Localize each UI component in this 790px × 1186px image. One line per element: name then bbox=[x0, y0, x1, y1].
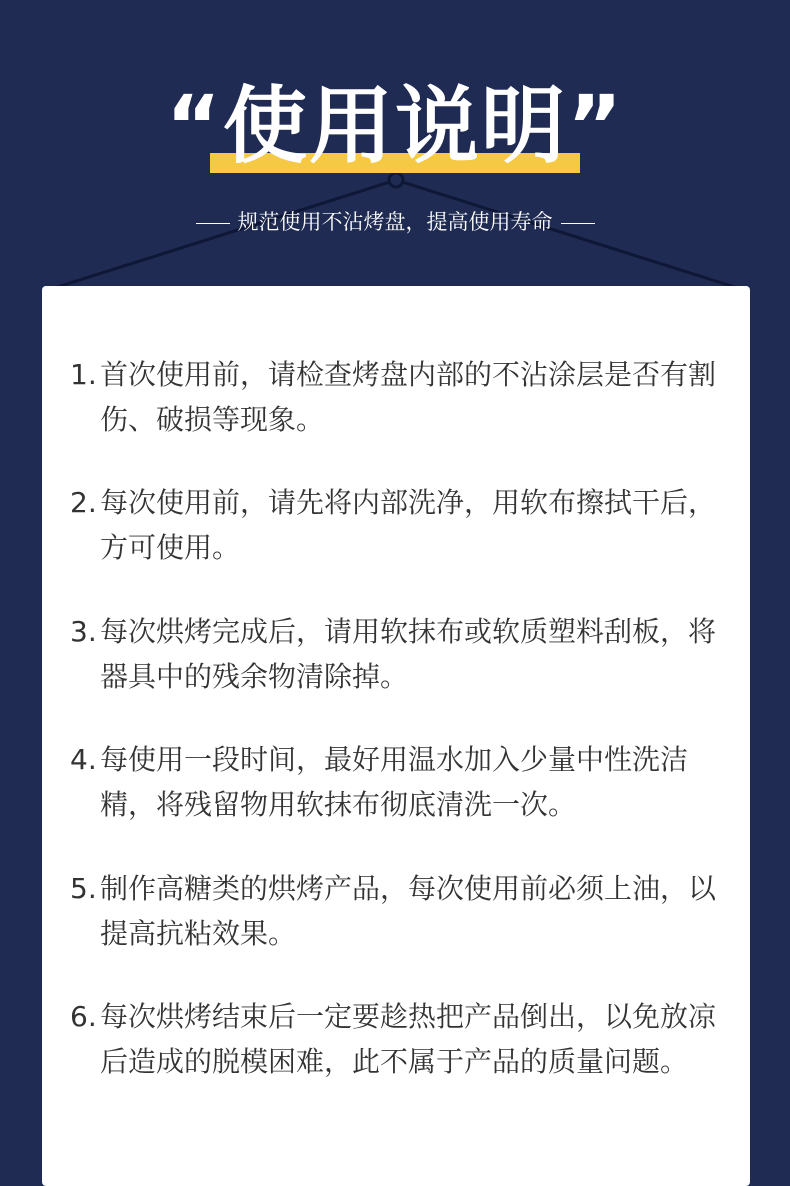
item-number: 5. bbox=[70, 872, 97, 905]
item-number: 2. bbox=[70, 486, 97, 519]
instructions-card bbox=[42, 286, 750, 1186]
item-number: 1. bbox=[70, 358, 97, 391]
item-text: 制作高糖类的烘烤产品，每次使用前必须上油，以提高抗粘效果。 bbox=[100, 872, 717, 950]
item-text: 每次烘烤结束后一定要趁热把产品倒出，以免放凉后造成的脱模困难，此不属于产品的质量问题。 bbox=[100, 1000, 717, 1078]
subtitle-dash-right bbox=[561, 223, 595, 224]
list-item bbox=[70, 480, 730, 570]
subtitle-text: 规范使用不沾烤盘，提高使用寿命 bbox=[237, 210, 553, 234]
item-text: 每次使用前，请先将内部洗净，用软布擦拭干后，方可使用。 bbox=[100, 486, 717, 564]
header bbox=[0, 0, 790, 300]
subtitle bbox=[0, 206, 790, 238]
list-item bbox=[70, 352, 730, 442]
hanger-pin-icon bbox=[389, 173, 403, 187]
item-text: 首次使用前，请检查烤盘内部的不沾涂层是否有割伤、破损等现象。 bbox=[100, 358, 717, 436]
item-number: 4. bbox=[70, 743, 97, 776]
list-item bbox=[70, 994, 730, 1084]
item-number: 6. bbox=[70, 1000, 97, 1033]
list-item bbox=[70, 737, 730, 827]
item-text: 每次烘烤完成后，请用软抹布或软质塑料刮板，将器具中的残余物清除掉。 bbox=[100, 615, 717, 693]
list-item bbox=[70, 609, 730, 699]
page-title: “使用说明” bbox=[165, 77, 625, 175]
list-item bbox=[70, 866, 730, 956]
subtitle-dash-left bbox=[196, 223, 230, 224]
item-number: 3. bbox=[70, 615, 97, 648]
item-text: 每使用一段时间，最好用温水加入少量中性洗洁精，将残留物用软抹布彻底清洗一次。 bbox=[100, 743, 689, 821]
